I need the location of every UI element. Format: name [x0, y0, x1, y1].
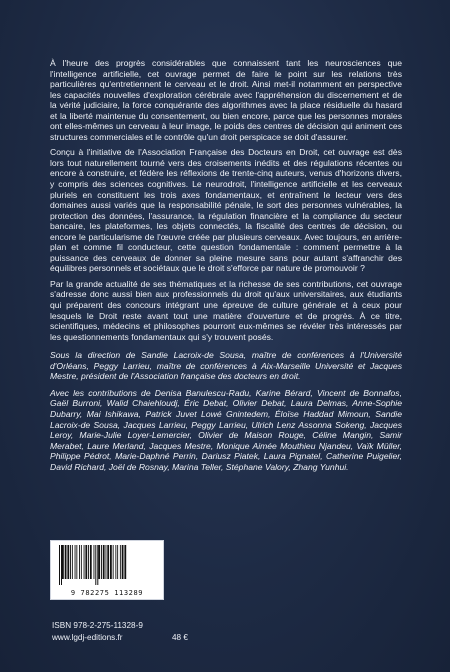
barcode-bar [115, 545, 116, 579]
barcode-guard-bar [61, 545, 62, 585]
publisher-website: www.lgdj-editions.fr [52, 633, 123, 642]
editors-credit: Sous la direction de Sandie Lacroix-de Sousa, maître de conférences à l'Université d'Orléans, Peggy Larrieu, maître de conférences à Aix-Marseille Université et Jacques Mestre, président de l'Association française des docteurs en droit. [50, 350, 402, 382]
barcode-bar [90, 545, 92, 579]
barcode-bar [72, 545, 73, 579]
barcode-bar [85, 545, 87, 579]
barcode-bar [75, 545, 76, 579]
barcode-bars [57, 545, 157, 585]
barcode-bar [94, 545, 95, 579]
barcode-bar [122, 545, 124, 579]
barcode-bar [84, 545, 85, 579]
barcode-bar [65, 545, 67, 579]
barcode-bar [81, 545, 82, 579]
barcode-bar [103, 545, 105, 579]
barcode-bar [106, 545, 107, 579]
barcode-bar [117, 545, 118, 579]
contributors-list: Avec les contributions de Denisa Banulescu-Radu, Karine Bérard, Vincent de Bonnafos, Gaël Burroni, Walid Chaiehloudj, Éric Debat, Olivier Debat, Laura Delmas, Anne-Sophie Dubarry, Mai Ishikawa, Patrick Juvet Lowé Gnintedem, Éloïse Haddad Mimoun, Sandie Lacroix-de Sousa, Jacques Larrieu, Peggy Larrieu, Ulrich Lenz Assonna Sokeng, Jacques Leroy, Marie-Julie Loyer-Lemercier, Olivier de Maison Rouge, Céline Mangin, Samir Merabet, Laure Merland, Jacques Mestre, Monique Aimée Mouthieu Njandeu, Vaïk Müller, Philippe Pédrot, Marie-Daphné Perrin, Dariusz Piatek, Laura Pignatel, Catherine Puigelier, David Richard, Joël de Rosnay, Marina Teller, Stéphane Valory, Zhang Yunhui. [50, 387, 402, 472]
barcode-bar [67, 545, 69, 579]
blurb-paragraph-2: Conçu à l'initiative de l'Association Française des Docteurs en Droit, cet ouvrage est dès lors tout naturellement tourné vers des croisements inédits et des régulations récentes ou encore à construire, et fédère les réflexions de trente-cinq auteurs, venus d'horizons divers, y compris des sciences cognitives. Le neurodroit, l'intelligence artificielle et les cerveaux pluriels en constituent les trois axes fondamentaux, et entraînent le lecteur vers des domaines aussi variés que la responsabilité pénale, le sort des personnes vulnérables, la protection des données, l'assurance, la régulation financière et la compliance du secteur bancaire, les plateformes, les objets connectés, la fiscalité des centres de décision, ou encore le particularisme de l'œuvre créée par plusieurs cerveaux. Avec toujours, en arrière-plan et comme fil conducteur, cette question fondamentale : comment permettre à la puissance des cerveaux de donner sa pleine mesure sans pour autant s'affranchir des équilibres personnels et sociétaux que le droit s'efforce par nature de promouvoir ? [50, 147, 402, 274]
barcode-bar [88, 545, 89, 579]
barcode-bar [110, 545, 112, 579]
barcode-bar [70, 545, 71, 579]
barcode-number: 9 782275 113289 [70, 589, 144, 597]
barcode-guard-bar [95, 545, 96, 585]
barcode-guard-bar [59, 545, 60, 585]
barcode-bar [107, 545, 109, 579]
barcode-bar [98, 545, 100, 579]
barcode-bar [124, 545, 126, 579]
barcode-bar [113, 545, 114, 579]
price: 48 € [172, 633, 188, 642]
barcode-bar [120, 545, 121, 579]
isbn: ISBN 978-2-275-11328-9 [52, 621, 143, 630]
blurb-paragraph-1: À l'heure des progrès considérables que connaissent tant les neurosciences que l'intelligence artificielle, cet ouvrage permet de faire le point sur les relations très particulières qu'entretiennent le cerveau et le droit. Ainsi met-il notamment en perspective les capacités nouvelles d'exploration cérébrale avec l'appréhension du discernement et de la vérité judiciaire, la force conquérante des algorithmes avec la place résiduelle du hasard et la liberté maintenue du consentement, ou bien encore, parce que les personnes morales ont elles-mêmes un cerveau à leur image, le poids des centres de décision qui animent ces structures commerciales et le contrôle qu'un droit perspicace se doit d'assurer. [50, 58, 402, 142]
barcode-bar [79, 545, 80, 579]
barcode-bar [62, 545, 64, 579]
barcode [50, 540, 164, 600]
blurb-paragraph-3: Par la grande actualité de ses thématiques et la richesse de ses contributions, cet ouvrage s'adresse donc aussi bien aux professionnels du droit qu'aux universitaires, aux étudiants qui préparent des concours intégrant une épreuve de culture générale et à ceux pour lesquels le Droit reste avant tout une matière d'ouverture et de progrès. À ce titre, scientifiques, médecins et philosophes pourront eux-mêmes se révéler très intéressés par les questionnements fondamentaux qui s'y trouvent posés. [50, 278, 402, 342]
barcode-guard-bar [97, 545, 98, 585]
barcode-bar [76, 545, 77, 579]
blurb-text [50, 58, 402, 477]
barcode-bar [101, 545, 102, 579]
